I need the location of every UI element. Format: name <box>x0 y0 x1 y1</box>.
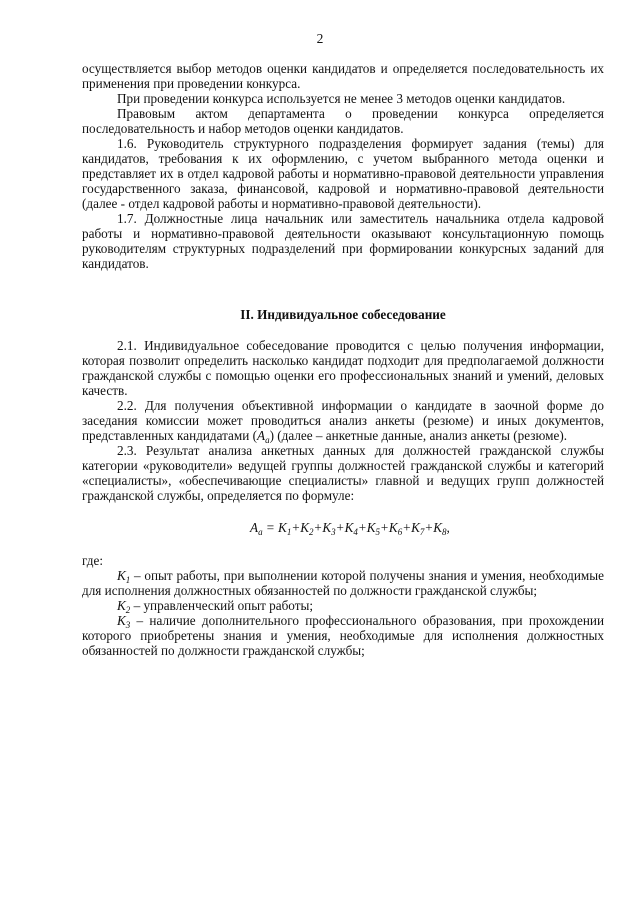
formula: $А_а = К_1+К_2+К_3+К_4+К_5+К_6+К_7+К_8$, <box>250 520 450 537</box>
paragraph-legal-act: Правовым актом департамента о проведении конкурса определяется последовательность и набор методов оценки кандидатов. <box>82 106 604 136</box>
paragraph-2-1: 2.1. Индивидуальное собеседование проводится с целью получения информации, которая позволит определить насколько кандидат подходит для предполагаемой должности гражданской службы с помощью оценки его профессиональных знаний и умений, деловых качеств. <box>82 338 604 398</box>
paragraph-2-3: 2.3. Результат анализа анкетных данных для должностей гражданской службы категории «руководители» ведущей группы должностей гражданской службы и категорий «специалисты», «обеспечивающие специалисты» главной и ведущих групп должностей гражданской службы, определяется по формуле: <box>82 443 604 503</box>
definition-k1-text: – опыт работы, при выполнении которой получены знания и умения, необходимые для исполнения должностных обязанностей по должности гражданской службы; <box>82 568 604 598</box>
paragraph-methods-count: При проведении конкурса используется не менее 3 методов оценки кандидатов. <box>117 91 566 106</box>
symbol-k2: $К_2$ <box>117 598 131 615</box>
definition-k2-text: – управленческий опыт работы; <box>130 598 314 613</box>
where-label: где: <box>82 553 103 568</box>
definition-k3 <box>82 613 604 658</box>
paragraph-2-2-part-a: 2.2. Для получения объективной информации о кандидате в заочной форме до заседания комиссии может проводиться анализ анкеты (резюме) и иных документов, представленных кандидатами ( <box>82 398 604 443</box>
symbol-k3: $К_3$ <box>117 613 131 630</box>
symbol-a-a: $А_а$ <box>257 428 270 445</box>
symbol-k1: $К_1$ <box>117 568 131 585</box>
page-number: 2 <box>316 31 324 46</box>
definition-k1 <box>82 568 604 598</box>
paragraph-1-7: 1.7. Должностные лица начальник или заместитель начальника отдела кадровой работы и нормативно-правовой деятельности оказывают консультационную помощь руководителям структурных подразделений при формировании конкурсных заданий для кандидатов. <box>82 211 604 271</box>
paragraph-2-2-part-b: ) (далее – анкетные данные, анализ анкеты (резюме). <box>269 428 568 443</box>
paragraph-1-6: 1.6. Руководитель структурного подразделения формирует задания (темы) для кандидатов, требования к их оформлению, с учетом выбранного метода оценки и представляет их в отдел кадровой работы и нормативно-правовой деятельности управления государственного заказа, финансовой, кадровой и нормативно-правовой деятельности (далее - отдел кадровой работы и нормативно-правовой деятельности). <box>82 136 604 211</box>
paragraph-2-2 <box>82 398 604 443</box>
section-title: II. Индивидуальное собеседование <box>240 307 446 322</box>
document-body <box>82 61 604 658</box>
paragraph-methods-order: осуществляется выбор методов оценки кандидатов и определяется последовательность их применения при проведении конкурса. <box>82 61 604 91</box>
definition-k3-text: – наличие дополнительного профессионального образования, при прохождении которого приобретены знания и умения, необходимые для исполнения должностных обязанностей по должности гражданской службы; <box>82 613 604 658</box>
definition-k2 <box>82 598 604 613</box>
